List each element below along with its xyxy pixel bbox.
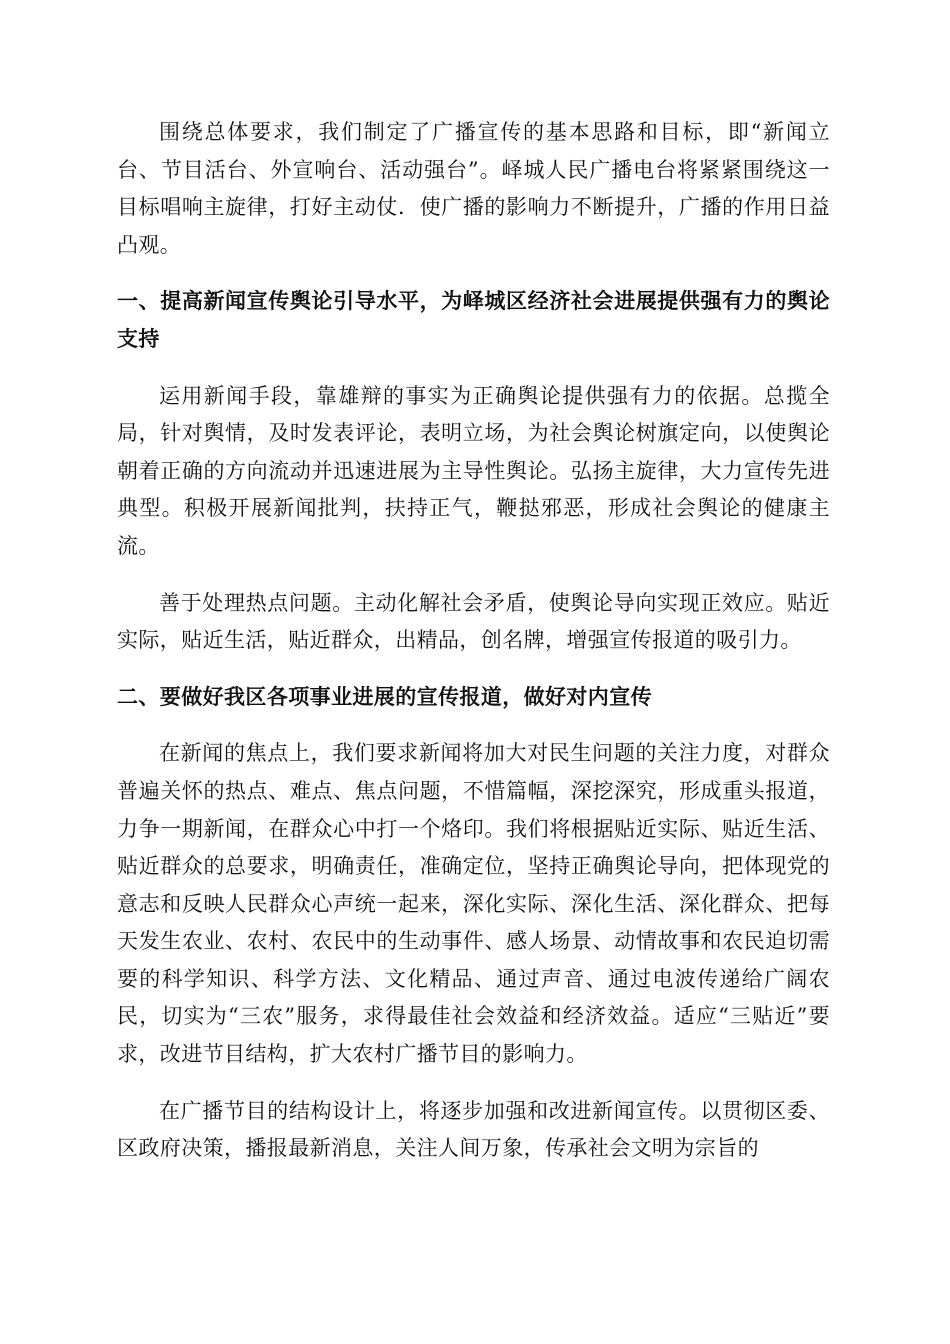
paragraph-intro: 围绕总体要求，我们制定了广播宣传的基本思路和目标，即“新闻立台、节目活台、外宣响台、活动强台”。峄城人民广播电台将紧紧围绕这一目标唱响主旋律，打好主动仗．使广播的影响力不断提升，广播的作用日益凸观。 — [117, 120, 830, 257]
section-heading-2: 二、要做好我区各项事业进展的宣传报道，做好对内宣传 — [117, 684, 652, 709]
section-heading-1: 一、提高新闻宣传舆论引导水平，为峄城区经济社会进展提供强有力的舆论支持 — [117, 289, 830, 351]
paragraph-news-means: 运用新闻手段，靠雄辩的事实为正确舆论提供强有力的依据。总揽全局，针对舆情，及时发表评论，表明立场，为社会舆论树旗定向，以使舆论朝着正确的方向流动并迅速进展为主导性舆论。弘扬主旋律，大力宣传先进典型。积极开展新闻批判，扶持正气，鞭挞邪恶，形成社会舆论的健康主流。 — [117, 383, 830, 558]
paragraph-news-focus: 在新闻的焦点上，我们要求新闻将加大对民生问题的关注力度，对群众普遍关怀的热点、难点、焦点问题，不惜篇幅，深挖深究，形成重头报道，力争一期新闻，在群众心中打一个烙印。我们将根据贴近实际、贴近生活、贴近群众的总要求，明确责任，准确定位，坚持正确舆论导向，把体现党的意志和反映人民群众心声统一起来，深化实际、深化生活、深化群众、把每天发生农业、农村、农民中的生动事件、感人场景、动情故事和农民迫切需要的科学知识、科学方法、文化精品、通过声音、通过电波传递给广阔农民，切实为“三农”服务，求得最佳社会效益和经济效益。适应“三贴近”要求，改进节目结构，扩大农村广播节目的影响力。 — [117, 741, 830, 1067]
paragraph-program-structure: 在广播节目的结构设计上，将逐步加强和改进新闻宣传。以贯彻区委、区政府决策，播报最新消息，关注人间万象，传承社会文明为宗旨的 — [117, 1098, 830, 1161]
paragraph-hot-issues: 善于处理热点问题。主动化解社会矛盾，使舆论导向实现正效应。贴近实际，贴近生活，贴近群众，出精品，创名牌，增强宣传报道的吸引力。 — [117, 590, 830, 653]
